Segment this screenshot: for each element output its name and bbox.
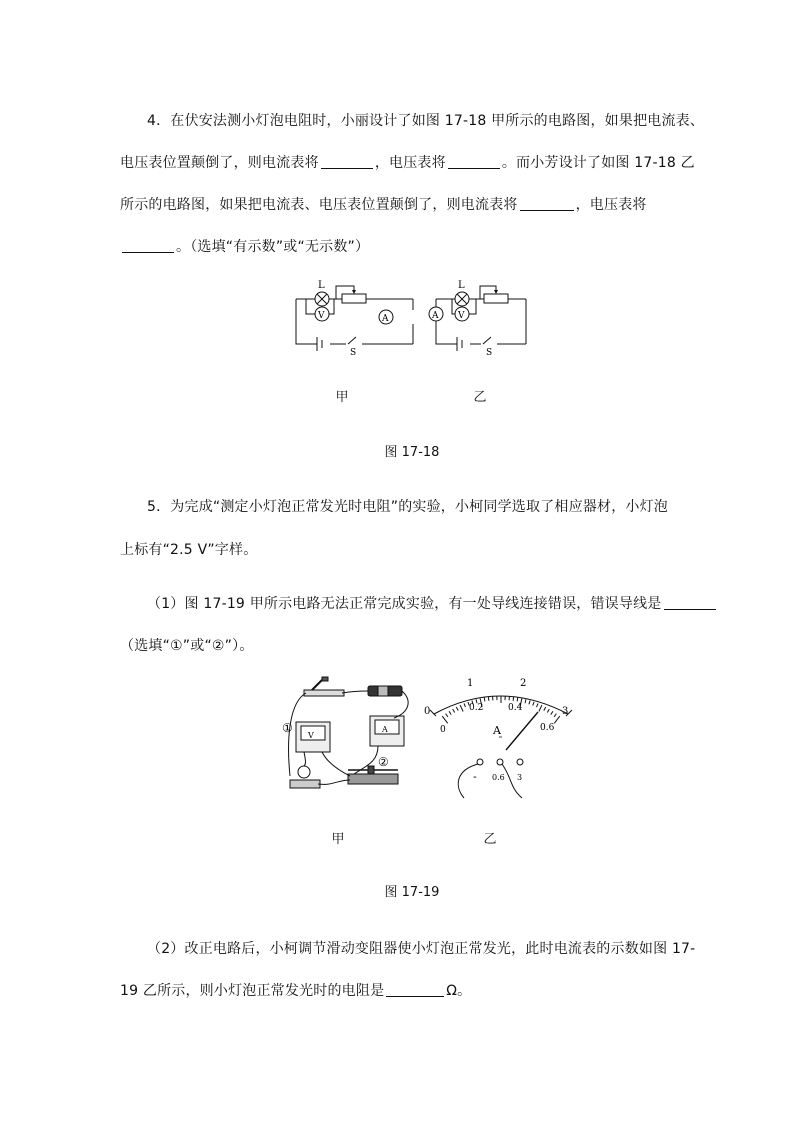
figure-caption-yi: 乙 <box>473 390 487 405</box>
big-scale-1: 1 <box>467 678 474 689</box>
terminal-3: 3 <box>517 773 523 782</box>
dial-tick <box>554 716 560 723</box>
big-scale-2: 2 <box>520 678 527 689</box>
wire-label-1: ① <box>282 721 293 735</box>
big-scale-0: 0 <box>424 706 431 717</box>
ammeter-label: A <box>382 314 389 324</box>
dial-tick <box>533 702 534 706</box>
lamp-label: L <box>458 280 465 291</box>
figure-caption-jia: 甲 <box>331 832 345 847</box>
switch-label: S <box>486 348 493 358</box>
dial-tick <box>446 714 448 717</box>
unit-label: A <box>493 724 501 737</box>
q5-part-1-line-2: （选填“①”或“②”）。 <box>120 638 254 654</box>
q5-part-2-line-2: 19 乙所示，则小灯泡正常发光时的电阻是 Ω。 <box>120 983 472 999</box>
q5-line-1: 5．为完成“测定小灯泡正常发光时电阻”的实验，小柯同学选取了相应器材，小灯泡 <box>147 499 669 515</box>
dial-tick <box>442 716 448 723</box>
small-scale-0-4: 0.4 <box>508 703 523 713</box>
dial-tick <box>517 698 518 702</box>
dial-tick <box>456 707 458 711</box>
voltmeter-icon: V <box>308 731 314 740</box>
circuit-diagram-yi <box>430 274 560 358</box>
circuit-diagram-jia <box>290 274 420 358</box>
dial-tick <box>551 711 553 714</box>
wire-label-2: ② <box>378 755 389 769</box>
q4-line-1: 4．在伏安法测小灯泡电阻时，小丽设计了如图 17-18 甲所示的电路图，如果把电流表、 <box>147 113 705 129</box>
small-scale-0: 0 <box>440 725 446 735</box>
answer-blank-resistance[interactable] <box>386 982 444 997</box>
figure-title-17-19: 图 17-19 <box>384 885 440 900</box>
dial-tick <box>554 714 556 717</box>
voltmeter-label: V <box>318 311 325 321</box>
ammeter-dial-yi <box>420 674 580 800</box>
dial-tick <box>453 709 455 712</box>
meter-needle <box>506 712 538 750</box>
q5-line-2: 上标有“2.5 V”字样。 <box>120 542 258 558</box>
dial-tick <box>539 705 542 711</box>
q5-part-1-line-1: （1）图 17-19 甲所示电路无法正常完成实验，有一处导线连接错误，错误导线是 <box>147 593 718 613</box>
voltmeter-label: V <box>458 311 465 321</box>
q4-line-3: 所示的电路图，如果把电流表、电压表位置颠倒了，则电流表将 ，电压表将 <box>120 197 647 213</box>
dial-tick <box>544 707 546 711</box>
answer-blank-wrong-wire[interactable] <box>664 595 716 610</box>
q5-part-2-line-1: （2）改正电路后，小柯调节滑动变阻器使小灯泡正常发光，此时电流表的示数如图 17- <box>147 941 696 957</box>
small-scale-0-6: 0.6 <box>540 723 555 733</box>
figure-title-17-18: 图 17-18 <box>384 445 440 460</box>
figure-caption-yi: 乙 <box>483 832 497 847</box>
answer-blank-voltmeter-jia[interactable] <box>448 154 500 169</box>
dial-tick <box>525 699 526 703</box>
dial-tick <box>529 701 530 705</box>
dial-tick <box>449 711 451 714</box>
lamp-label: L <box>318 280 325 291</box>
answer-blank-voltmeter-yi[interactable] <box>122 238 174 253</box>
switch-label: S <box>350 348 357 358</box>
dial-tick <box>484 698 485 702</box>
dial-tick <box>488 697 489 701</box>
apparatus-diagram-jia <box>282 676 412 798</box>
answer-blank-ammeter-yi[interactable] <box>520 196 574 211</box>
terminal-0-6: 0.6 <box>492 773 505 782</box>
figure-caption-jia: 甲 <box>335 390 349 405</box>
small-scale-0-2: 0.2 <box>469 703 484 713</box>
answer-blank-ammeter-jia[interactable] <box>321 154 373 169</box>
dial-tick <box>547 709 549 712</box>
dial-tick <box>513 697 514 701</box>
ammeter-label: A <box>432 311 439 321</box>
terminal-negative: - <box>473 770 477 783</box>
ammeter-icon: A <box>382 725 388 734</box>
q4-line-2: 电压表位置颠倒了，则电流表将 ，电压表将 。而小芳设计了如图 17-18 乙 <box>120 155 695 171</box>
dial-tick <box>464 703 466 707</box>
q4-line-4: 。（选填“有示数”或“无示数”） <box>120 236 369 256</box>
dial-tick <box>460 705 463 711</box>
dial-tick <box>537 703 539 707</box>
big-scale-3: 3 <box>562 706 569 717</box>
